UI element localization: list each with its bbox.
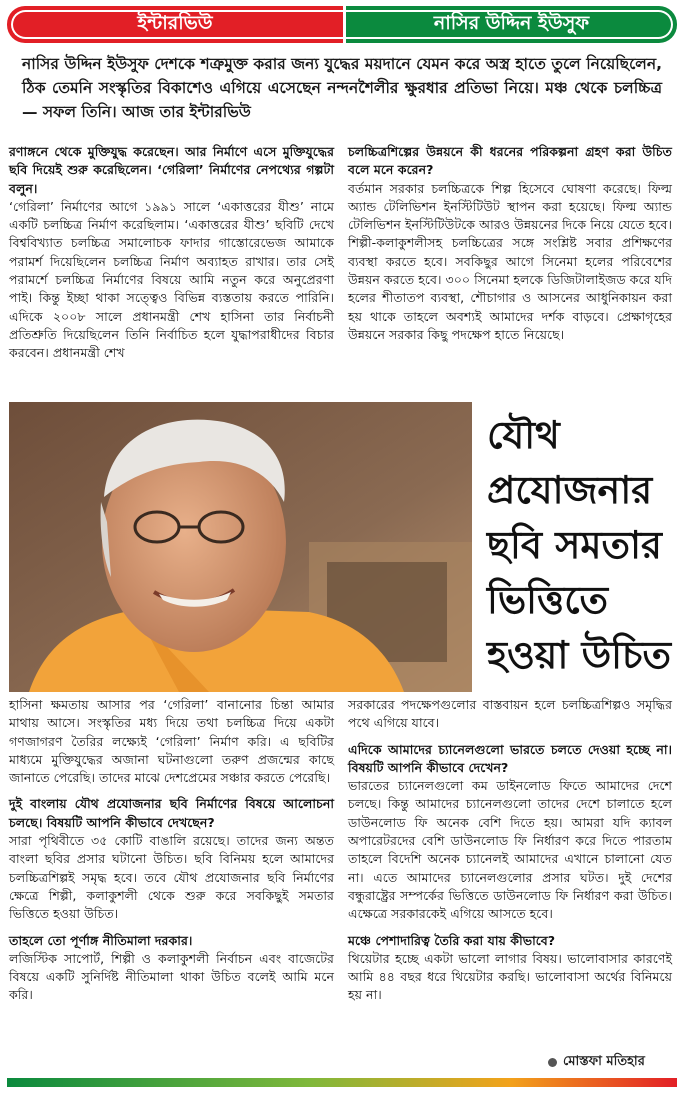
answer: সারা পৃথিবীতে ৩৫ কোটি বাঙালি রয়েছে। তাদের জন্য অন্তত বাংলা ছবির প্রসার ঘটানো উচিত। ছবি বিনিময় হলে আমাদের চলচ্চিত্রশিল্পই সমৃদ্ধ হবে। তবে যৌথ প্রযোজনার ছবি নির্মাণের ক্ষেত্রে শিল্পী, কলাকুশলী থেকে শুরু করে সবকিছুই সমতার ভিত্তিতে হওয়া উচিত। [9,833,334,922]
question: মঞ্চে পেশাদারিত্ব তৈরি করা যায় কীভাবে? [348,932,556,948]
bullet-icon [548,1058,557,1067]
answer: ‘গেরিলা’ নির্মাণের আগে ১৯৯১ সালে ‘একাত্তরের যীশু’ নামে একটি চলচ্চিত্র নির্মাণ করেছিলাম। ‘একাত্তরের যীশু’ ছবিটি দেখে বিশ্ববিখ্যাত চলচ্চিত্র সমালোচক ফাদার গাস্তোরেভেজ আমাকে পরামর্শ দিয়েছিলেন চলচ্চিত্র নির্মাণ অব্যাহত রাখার। তার সেই পরামর্শে চলচ্চিত্র নির্মাণের বিষয়ে আমি নতুন করে অনুপ্রেরণা পাই। কিন্তু ইচ্ছা থাকা সত্ত্বেও বিভিন্ন ব্যস্ততায় করতে পারিনি। এদিকে ২০০৮ সালে প্রধানমন্ত্রী শেখ হাসিনা তার নির্বাচনী প্রতিশ্রুতি দিয়েছিলেন তিনি নির্বাচিত হলে যুদ্ধাপরাধীদের বিচার করবেন। প্রধানমন্ত্রী শেখ [9,198,334,361]
column-1 [9,143,334,363]
question: এদিকে আমাদের চ্যানেলগুলো ভারতে চলতে দেওয়া হচ্ছে না। বিষয়টি আপনি কীভাবে দেখেন? [348,741,672,775]
author-name: মোস্তফা মতিহার [563,1054,645,1069]
answer: লজিস্টিক সাপোর্ট, শিল্পী ও কলাকুশলী নির্বাচন এবং বাজেটের বিষয়ে একটি সুনির্দিষ্ট নীতিমালা থাকা উচিত বলেই আমি মনে করি। [9,950,334,1003]
answer: থিয়েটার হচ্ছে একটা ভালো লাগার বিষয়। ভালোবাসার কারণেই আমি ৪৪ বছর ধরে থিয়েটার করছি। ভালোবাসা অর্থের বিনিময়ে হয় না। [348,950,672,1003]
footer-gradient-bar [7,1078,677,1087]
column-2 [348,143,672,344]
question: দুই বাংলায় যৌথ প্রযোজনার ছবি নির্মাণের বিষয়ে আলোচনা চলছে। বিষয়টি আপনি কীভাবে দেখছেন? [9,796,334,830]
section-label [7,6,343,43]
author-credit [548,1052,645,1073]
question: রণাঙ্গনে থেকে মুক্তিযুদ্ধ করেছেন। আর নির্মাণে এসে মুক্তিযুদ্ধের ছবি দিয়েই শুরু করেছিলেন। ‘গেরিলা’ নির্মাণের নেপথ্যের গল্পটা বলুন। [9,144,334,196]
column-3 [9,696,334,1005]
question: তাহলে তো পূর্ণাঙ্গ নীতিমালা দরকার। [9,932,193,948]
answer: সরকারের পদক্ষেপগুলোর বাস্তবায়ন হলে চলচ্চিত্রশিল্পও সমৃদ্ধির পথে এগিয়ে যাবে। [348,697,672,731]
answer: হাসিনা ক্ষমতায় আসার পর ‘গেরিলা’ বানানোর চিন্তা আমার মাথায় আসে। সংস্কৃতির মধ্য দিয়ে তথা চলচ্চিত্র দিয়ে একটা গণজাগরণ তৈরির লক্ষ্যেই ‘গেরিলা’ নির্মাণ করি। এ ছবিটির মাধ্যমে মুক্তিযুদ্ধের অজানা ঘটনাগুলো তরুণ প্রজন্মের কাছে জানাতে পেরেছি। তাদের মাঝে দেশপ্রেমের সঞ্চার করতে পেরেছি। [9,697,334,786]
interviewee-name-text: নাসির উদ্দিন ইউসুফ [433,11,590,34]
answer: বর্তমান সরকার চলচ্চিত্রকে শিল্প হিসেবে ঘোষণা করেছে। ফিল্ম অ্যান্ড টেলিভিশন ইনস্টিটিউট স্থাপন করা হয়েছে। ফিল্ম অ্যান্ড টেলিভিশন ইনস্টিটিউটকে আরও উন্নয়নের দিকে নিয়ে যেতে হবে। শিল্পী-কলাকুশলীসহ চলচ্চিত্রের সঙ্গে সংশ্লিষ্ট সবার প্রশিক্ষণের ব্যবস্থা করতে হবে। সবকিছুর আগে সিনেমা হলের পরিবেশের উন্নয়ন করতে হবে। ৩০০ সিনেমা হলকে ডিজিটালাইজড করে যদি হলের শীতাতপ ব্যবস্থা, শৌচাগার ও আসনের আধুনিকায়ন করা হয় থাকে তাহলে অবশ্যই আমাদের দর্শক বাড়বে। প্রেক্ষাগৃহের উন্নয়নে সরকার কিছু পদক্ষেপ হাতে নিয়েছে। [348,180,672,342]
pull-quote: যৌথ প্রযোজনার ছবি সমতার ভিত্তিতে হওয়া উচিত [487,413,672,677]
interviewee-name-label [346,6,677,43]
intro-paragraph: নাসির উদ্দিন ইউসুফ দেশকে শত্রুমুক্ত করার জন্য যুদ্ধের ময়দানে যেমন করে অস্ত্র হাতে তুলে নিয়েছিলেন, ঠিক তেমনি সংস্কৃতির বিকাশেও এগিয়ে এসেছেন নন্দনশৈলীর ক্ষুরধার প্রতিভা নিয়ে। মঞ্চ থেকে চলচ্চিত্র— সফল তিনি। আজ তার ইন্টারভিউ [22,55,662,121]
header-banner [7,6,677,43]
column-4 [348,696,672,1005]
portrait-photo [9,402,472,692]
section-label-text: ইন্টারভিউ [137,11,213,34]
answer: ভারতের চ্যানেলগুলো কম ডাইনলোড ফিতে আমাদের দেশে চলছে। কিন্তু আমাদের চ্যানেলগুলো তাদের দেশে চালাতে হলে ডাউনলোড ফি অনেক বেশি দিতে হয়। আমরা যদি ক্যাবল অপারেটরদের বেশি ডাউনলোড ফি নির্ধারণ করে দিতে পারতাম তাহলে বিদেশি অনেক চ্যানেলই আমাদের এখানে চালানো যেত না। এতে আমাদের চ্যানেলগুলোর প্রসার ঘটত। দুই দেশের বন্ধুরাষ্ট্রের সম্পর্কের ভিত্তিতে ডাউনলোড ফি নির্ধারণ করা উচিত। এক্ষেত্রে সরকারকেই এগিয়ে আসতে হবে। [348,778,672,922]
question: চলচ্চিত্রশিল্পের উন্নয়নে কী ধরনের পরিকল্পনা গ্রহণ করা উচিত বলে মনে করেন? [348,144,672,178]
